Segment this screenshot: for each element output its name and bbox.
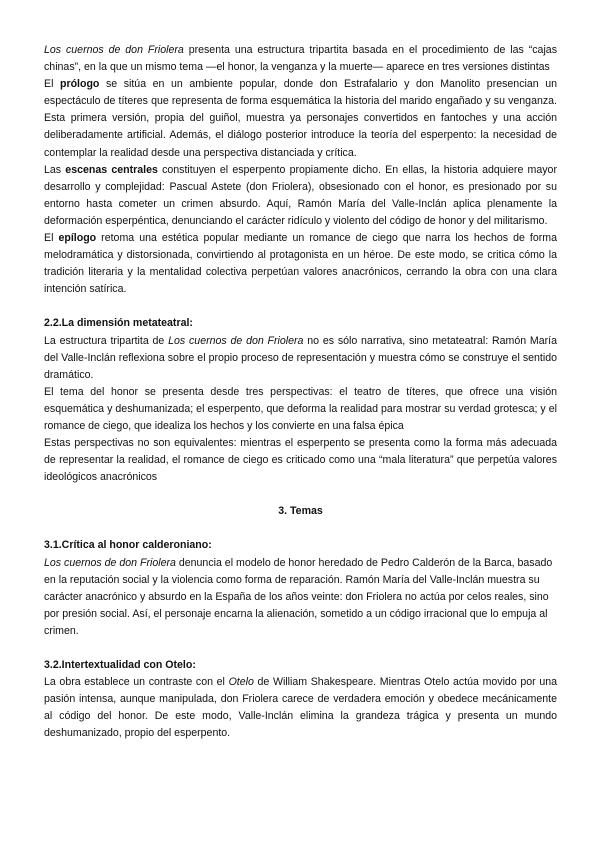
document-page [44, 42, 557, 742]
epilogo-paragraph [44, 230, 557, 298]
prologo-lead: El [44, 78, 60, 91]
epilogo-lead: El [44, 232, 59, 245]
spacer [44, 520, 557, 537]
s32-otelo-title: Otelo [228, 676, 254, 689]
intro-text: presenta una estructura tripartita basada en el procedimiento de las “cajas chinas”, en la que un mismo tema —el honor, la venganza y la muerte— aparece en tres versiones distintas [44, 44, 557, 74]
escenas-lead: Las [44, 163, 66, 176]
prologo-paragraph [44, 76, 557, 161]
prologo-text: se sitúa en un ambiente popular, donde don Estrafalario y don Manolito presencian un espectáculo de títeres que representa de forma esquemática la historia del marido engañado y su venganza. Esta primera versión, propia del guiñol, muestra ya personajes convertidos en fantoches y una acción deliberadamente artificial. Además, el diálogo posterior introduce la teoría del esperpento: la necesidad de contemplar la realidad desde una perspectiva distanciada y crítica. [44, 78, 557, 159]
intro-paragraph [44, 42, 557, 76]
s31-text: denuncia el modelo de honor heredado de Pedro Calderón de la Barca, basado en la reputación social y la violencia como forma de reparación. Ramón María del Valle-Inclán muestra su carácter anacrónico y absurdo en la España de los años veinte: don Friolera no actúa por celos reales, sino por presión social. Así, el personaje encarna la alienación, sometido a un código irracional que lo empuja al crimen. [44, 556, 553, 637]
spacer [44, 486, 557, 503]
spacer [44, 640, 557, 657]
epilogo-term: epílogo [58, 232, 97, 245]
escenas-paragraph [44, 162, 557, 230]
s22-work-title: Los cuernos de don Friolera [168, 334, 304, 347]
epilogo-text: retoma una estética popular mediante un romance de ciego que narra los hechos de forma melodramática y distorsionada, convirtiendo al protagonista en un héroe. De este modo, se critica cómo la tradición literaria y la mentalidad colectiva perpetúan valores anacrónicos, cerrando la obra con una clara intención satírica. [44, 232, 557, 296]
s22-p1-lead: La estructura tripartita de [44, 334, 169, 347]
section-3-1-paragraph [44, 555, 557, 640]
escenas-term: escenas centrales [65, 163, 158, 176]
section-2-2-paragraph-3: Estas perspectivas no son equivalentes: mientras el esperpento se presenta como la forma más adecuada de representar la realidad, el romance de ciego es criticado como una “mala literatura” que perpetúa valores ideológicos anacrónicos [44, 437, 557, 484]
s32-text: de William Shakespeare. Mientras Otelo actúa movido por una pasión intensa, aunque manipulada, don Friolera carece de verdadera emoción y obedece mecánicamente al código del honor. De este modo, Valle-Inclán elimina la grandeza trágica y presenta un mundo deshumanizado, propio del esperpento. [44, 676, 557, 740]
work-title: Los cuernos de don Friolera [44, 44, 184, 56]
section-2-2-paragraph-1 [44, 333, 557, 384]
spacer [44, 298, 557, 315]
section-3-2-paragraph [44, 674, 557, 742]
section-3-1-heading: 3.1.Crítica al honor calderoniano: [44, 539, 212, 552]
s32-lead: La obra establece un contraste con el [44, 676, 229, 689]
section-2-2-paragraph-2: El tema del honor se presenta desde tres perspectivas: el teatro de títeres, que ofrece una visión esquemática y deshumanizada; el esperpento, que deforma la realidad para mostrar su verdad grotesca; y el romance de ciego, que idealiza los hechos y los convierte en una falsa épica [44, 385, 557, 432]
escenas-text: constituyen el esperpento propiamente dicho. En ellas, la historia adquiere mayor desarrollo y complejidad: Pascual Astete (don Friolera), obsesionado con el honor, es presionado por su entorno hasta cometer un crimen absurdo. Aquí, Ramón María del Valle-Inclán aplica plenamente la deformación esperpéntica, denunciando el carácter ridículo y violento del código de honor y del militarismo. [44, 163, 557, 227]
prologo-term: prólogo [59, 78, 100, 91]
section-2-2-heading: 2.2.La dimensión metateatral: [44, 317, 193, 330]
section-3-2-heading: 3.2.Intertextualidad con Otelo: [44, 659, 196, 671]
section-3-heading: 3. Temas [278, 505, 323, 518]
s31-work-title: Los cuernos de don Friolera [44, 556, 176, 569]
s22-p1-text: no es sólo narrativa, sino metateatral: Ramón María del Valle-Inclán reflexiona sobre el propio proceso de representación y muestra cómo se construye el sentido dramático. [44, 334, 557, 381]
